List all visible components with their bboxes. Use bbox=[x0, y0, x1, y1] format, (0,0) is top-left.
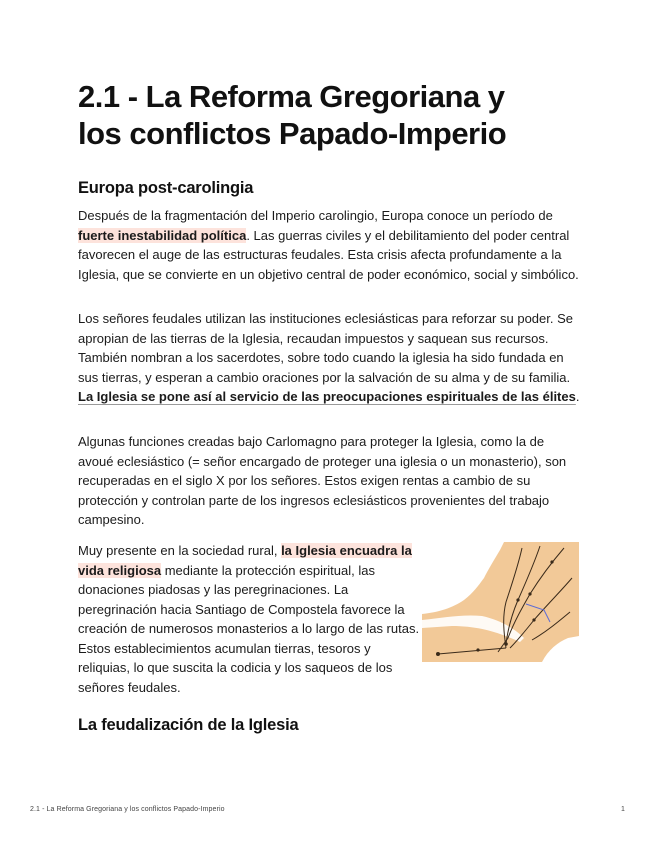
town-marker bbox=[528, 592, 531, 595]
town-marker bbox=[550, 560, 553, 563]
section-heading-feudalizacion: La feudalización de la Iglesia bbox=[78, 716, 299, 734]
pilgrimage-routes-map bbox=[422, 542, 579, 662]
p3-text: Algunas funciones creadas bajo Carlomagno para proteger la Iglesia, como la de avoué eclesiástico (= señor encargado de proteger una iglesia o un monasterio), son recuperadas en el siglo X por los señores. Estos exigen rentas a cambio de su protección y controlan parte de los ingresos eclesiásticos provenientes del trabajo campesino. bbox=[78, 434, 567, 527]
p4-highlight: la Iglesia encuadra la vida religiosa bbox=[78, 543, 412, 578]
p4-text-c: mediante la protección espiritual, las donaciones piadosas y las peregrinaciones. La peregrinación hacia Santiago de Compostela favorece la creación de numerosos monasterios a lo largo de las rutas. Estos establecimientos acumulan tierras, tesoros y reliquias, lo que suscita la codicia y los saqueos de los señores feudales. bbox=[78, 562, 420, 695]
section-heading-europa: Europa post-carolingia bbox=[78, 179, 254, 197]
town-marker bbox=[436, 652, 440, 656]
p2-text-c: . bbox=[575, 389, 580, 404]
page-title bbox=[78, 78, 598, 152]
title-line-1: 2.1 - La Reforma Gregoriana y bbox=[78, 79, 505, 114]
paragraph-2 bbox=[78, 309, 583, 407]
footer-page-number: 1 bbox=[621, 806, 625, 813]
map-illustration bbox=[422, 542, 579, 662]
p2-underlined-text: La Iglesia se pone así al servicio de las preocupaciones espirituales de las élites bbox=[78, 389, 576, 404]
town-marker bbox=[532, 618, 535, 621]
paragraph-3 bbox=[78, 432, 583, 530]
paragraph-4 bbox=[78, 541, 423, 697]
p2-text-a: Los señores feudales utilizan las instituciones eclesiásticas para reforzar su poder. Se apropian de las tierras de la Iglesia, recaudan impuestos y saquean sus recursos. También nombran a los sacerdotes, sobre todo cuando la iglesia ha sido fundada en sus tierras, y esperan a cambio oraciones por la salvación de su alma y de su familia. bbox=[78, 311, 573, 385]
title-line-2: los conflictos Papado-Imperio bbox=[78, 116, 507, 151]
p1-highlight: fuerte inestabilidad política bbox=[78, 227, 247, 243]
footer-title: 2.1 - La Reforma Gregoriana y los conflictos Papado-Imperio bbox=[30, 806, 225, 813]
p1-text-a: Después de la fragmentación del Imperio carolingio, Europa conoce un período de bbox=[78, 208, 553, 223]
p4-text-a: Muy presente en la sociedad rural, bbox=[78, 543, 282, 558]
town-marker bbox=[504, 642, 508, 646]
town-marker bbox=[476, 648, 479, 651]
paragraph-1 bbox=[78, 206, 583, 284]
town-marker bbox=[516, 598, 519, 601]
p1-text-c: . Las guerras civiles y el debilitamiento del poder central favorecen el auge de las estructuras feudales. Esta crisis afecta profundamente a la Iglesia, que se convierte en un objetivo central de poder económico, social y simbólico. bbox=[78, 227, 579, 282]
